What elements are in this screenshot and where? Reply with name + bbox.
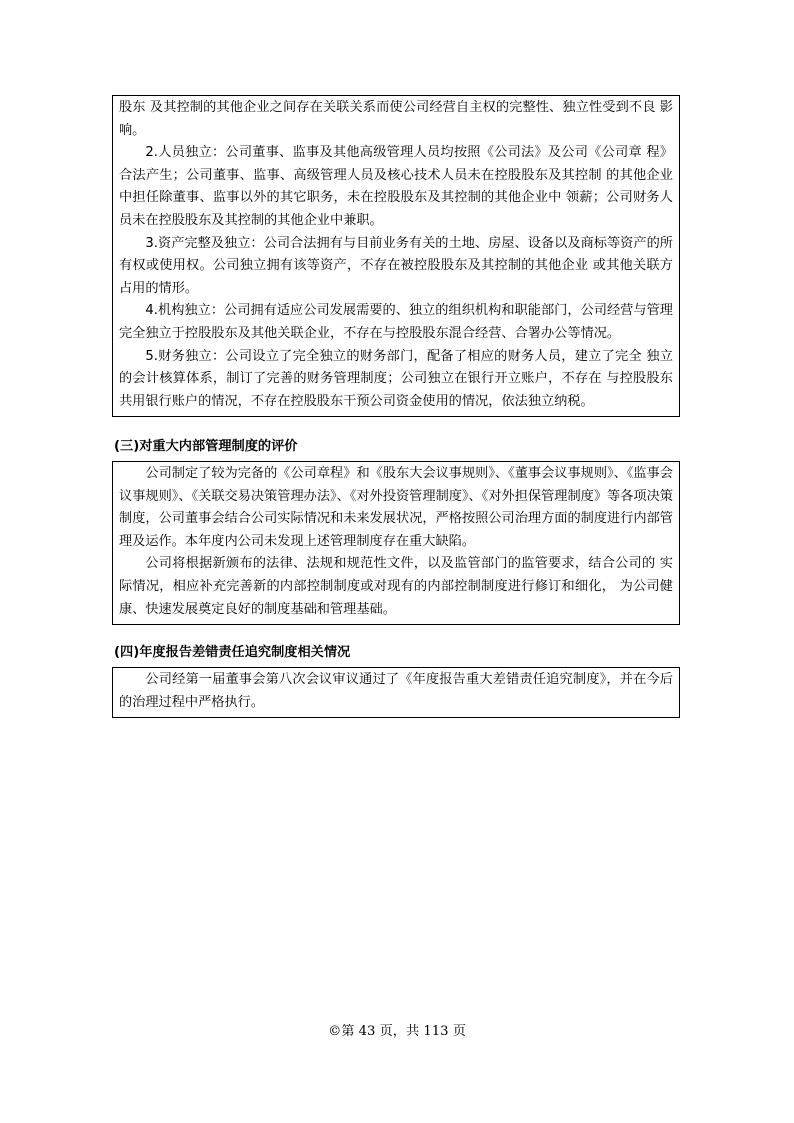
independence-box	[112, 95, 680, 417]
independence-continued-paragraph: 股东 及其控制的其他企业之间存在关联关系而使公司经营自主权的完整性、独立性受到不良 影响。	[119, 100, 673, 138]
page-number: ©第 43 页，共 113 页	[328, 1024, 466, 1039]
management-improvement-paragraph: 公司将根据新颁布的法律、法规和规范性文件，以及监管部门的监管要求，结合公司的 实际情况，相应补充完善新的内部控制制度或对现有的内部控制制度进行修订和细化， 为公司健康、快速发展奠定良好的制度基础和管理基础。	[119, 556, 673, 617]
error-accountability-box	[112, 667, 680, 718]
section-4-heading: (四)年度报告差错责任追究制度相关情况	[114, 645, 351, 660]
personnel-independence-paragraph: 2.人员独立：公司董事、监事及其他高级管理人员均按照《公司法》及公司《公司章 程》合法产生；公司董事、监事、高级管理人员及核心技术人员未在控股股东及其控制 的其他企业中担任除董事、监事以外的其它职务，未在控股股东及其控制的其他企业中 领薪；公司财务人员未在控股股东及其控制的其他企业中兼职。	[119, 145, 673, 228]
section-3-heading: (三)对重大内部管理制度的评价	[114, 439, 298, 454]
asset-independence-paragraph: 3.资产完整及独立：公司合法拥有与目前业务有关的土地、房屋、设备以及商标等资产的所有权或使用权。公司独立拥有该等资产，不存在被控股股东及其控制的其他企业 或其他关联方占用的情形。	[119, 235, 673, 296]
management-rules-paragraph: 公司制定了较为完备的《公司章程》和《股东大会议事规则》、《董事会议事规则》、《监事会议事规则》、《关联交易决策管理办法》、《对外投资管理制度》、《对外担保管理制度》等各项决策制度，公司董事会结合公司实际情况和未来发展状况，严格按照公司治理方面的制度进行内部管理及运作。本年度内公司未发现上述管理制度存在重大缺陷。	[119, 466, 673, 549]
finance-independence-paragraph: 5.财务独立：公司设立了完全独立的财务部门，配备了相应的财务人员，建立了完全 独立的会计核算体系，制订了完善的财务管理制度；公司独立在银行开立账户，不存在 与控股股东共用银行账户的情况，不存在控股股东干预公司资金使用的情况，依法独立纳税。	[119, 348, 673, 409]
organization-independence-paragraph: 4.机构独立：公司拥有适应公司发展需要的、独立的组织机构和职能部门，公司经营与管理完全独立于控股股东及其他关联企业，不存在与控股股东混合经营、合署办公等情况。	[119, 303, 673, 341]
internal-management-box	[112, 461, 680, 625]
error-accountability-paragraph: 公司经第一届董事会第八次会议审议通过了《年度报告重大差错责任追究制度》，并在今后的治理过程中严格执行。	[119, 672, 673, 710]
